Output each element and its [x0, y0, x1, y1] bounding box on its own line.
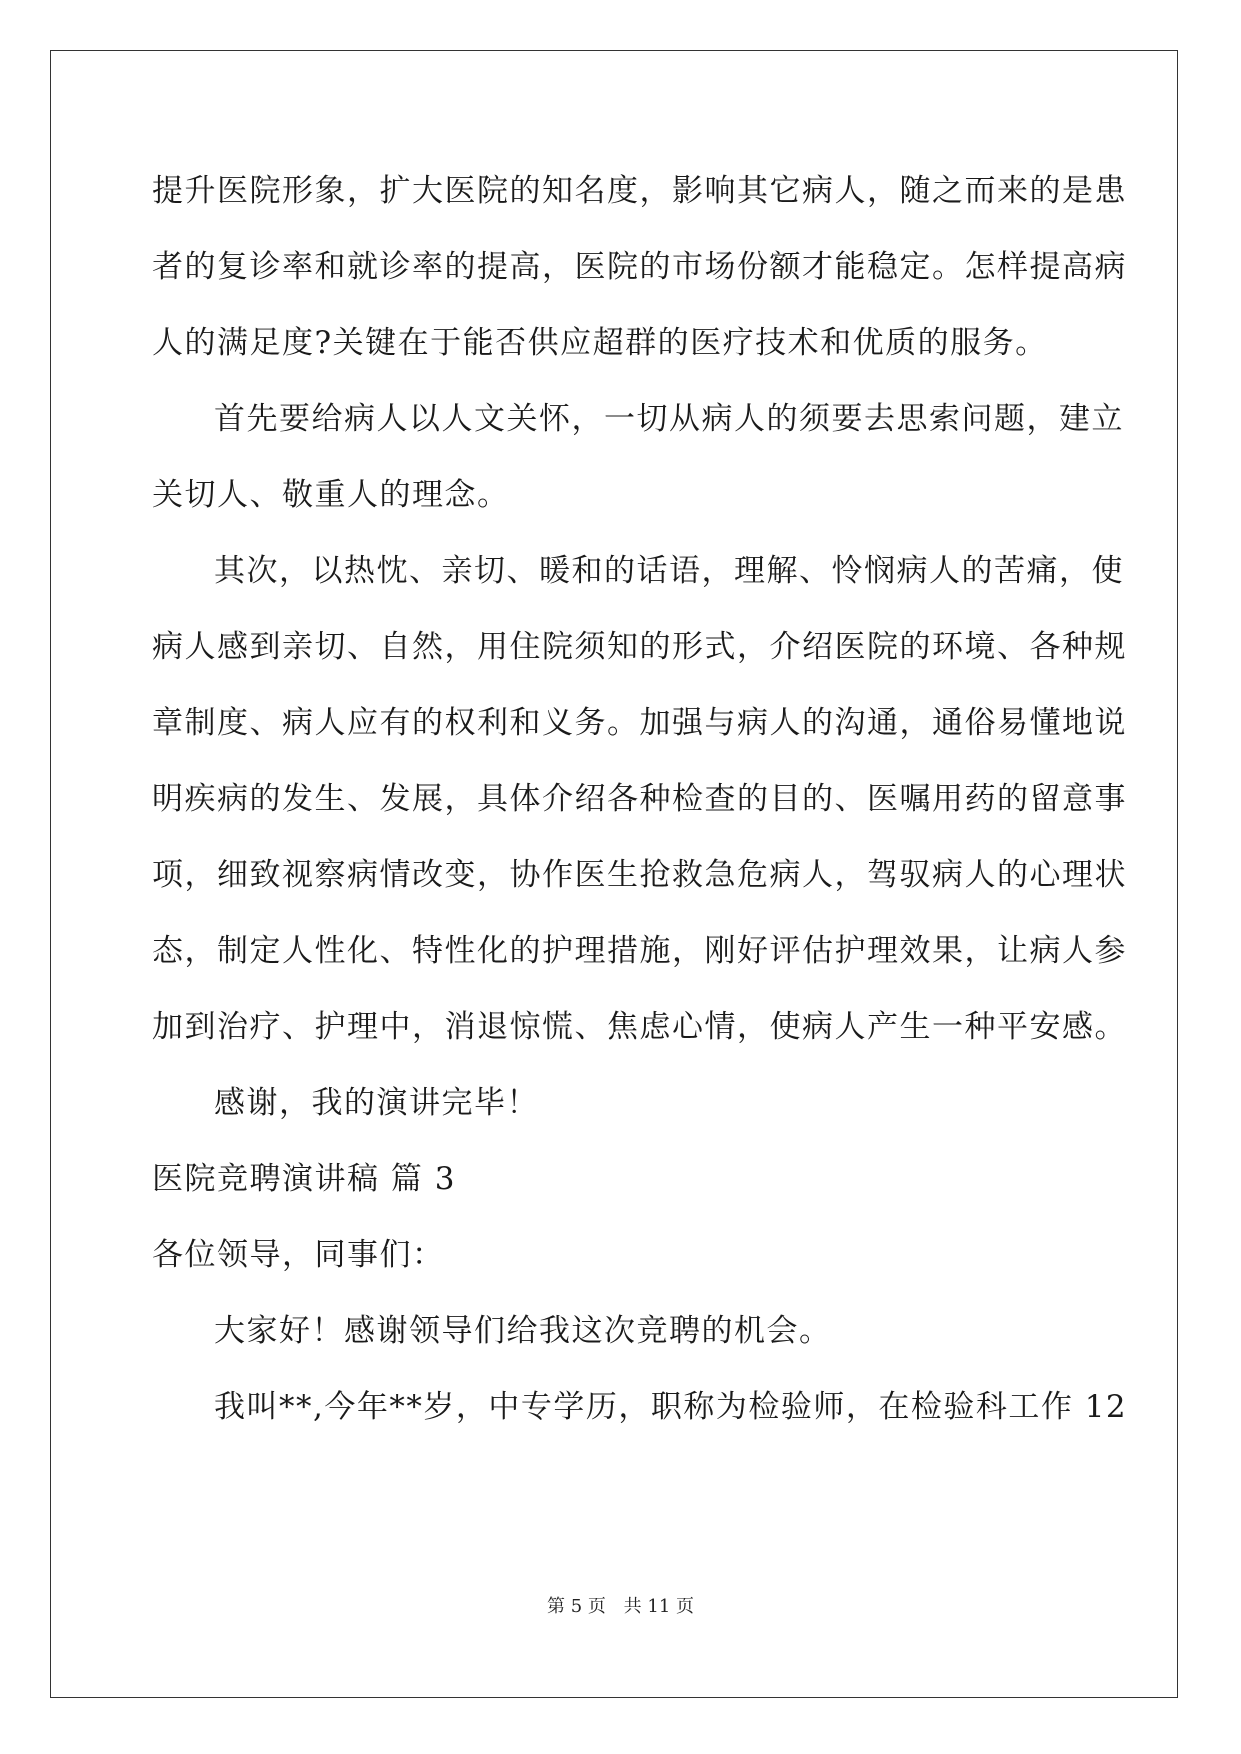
text-line: 各位领导，同事们： [152, 1237, 445, 1273]
text-line: 态，制定人性化、特性化的护理措施，刚好评估护理效果，让病人参 [152, 933, 1127, 969]
text-line: 大家好！感谢领导们给我这次竞聘的机会。 [214, 1313, 832, 1349]
text-line: 者的复诊率和就诊率的提高，医院的市场份额才能稳定。怎样提高病 [152, 249, 1127, 285]
text-line: 加到治疗、护理中，消退惊慌、焦虑心情，使病人产生一种平安感。 [152, 1009, 1127, 1045]
text-line: 我叫**,今年**岁，中专学历，职称为检验师，在检验科工作 12 [214, 1389, 1128, 1425]
text-line: 明疾病的发生、发展，具体介绍各种检查的目的、医嘱用药的留意事 [152, 781, 1127, 817]
text-line: 感谢，我的演讲完毕！ [214, 1085, 539, 1121]
text-line: 关切人、敬重人的理念。 [152, 477, 510, 513]
page-total: 共 11 页 [623, 1596, 694, 1617]
text-line: 首先要给病人以人文关怀，一切从病人的须要去思索问题，建立 [214, 401, 1124, 437]
text-line: 项，细致视察病情改变，协作医生抢救急危病人，驾驭病人的心理状 [152, 857, 1127, 893]
page-footer [0, 1592, 1241, 1618]
document-body [152, 160, 1128, 1452]
text-line: 章制度、病人应有的权利和义务。加强与病人的沟通，通俗易懂地说 [152, 705, 1127, 741]
text-line: 病人感到亲切、自然，用住院须知的形式，介绍医院的环境、各种规 [152, 629, 1127, 665]
text-line: 人的满足度?关键在于能否供应超群的医疗技术和优质的服务。 [152, 325, 1048, 361]
page-number: 第 5 页 [547, 1596, 606, 1617]
text-line: 医院竞聘演讲稿 篇 3 [152, 1161, 456, 1197]
text-line: 提升医院形象，扩大医院的知名度，影响其它病人，随之而来的是患 [152, 173, 1127, 209]
text-line: 其次，以热忱、亲切、暖和的话语，理解、怜悯病人的苦痛，使 [214, 553, 1124, 589]
